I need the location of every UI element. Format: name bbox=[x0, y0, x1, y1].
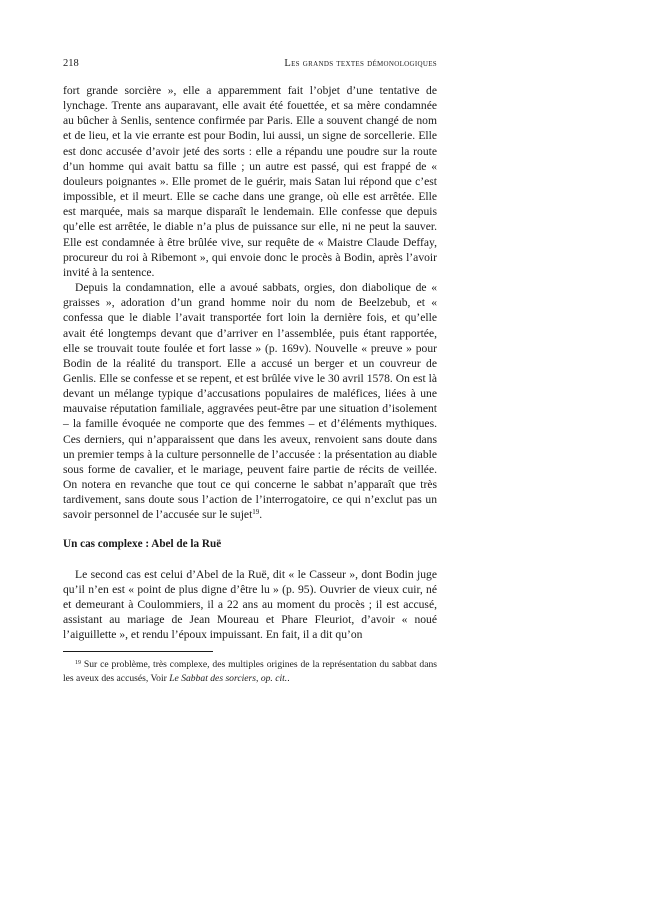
paragraph-1: fort grande sorcière », elle a apparemment fait l’objet d’une tentative de lynchage. Trente ans auparavant, elle avait été fouettée, et sa mère condamnée au bûcher à Senlis, sentence confirmée par Paris. Elle a souvent changé de nom et de lieu, et la vie errante est pour Bodin, lui aussi, un signe de sorcellerie. Elle est donc accusée d’avoir jeté des sorts : elle a répandu une poudre sur la route d’un homme qui avait battu sa fille ; un autre est passé, qui est frappé de « douleurs poignantes ». Elle promet de le guérir, mais Satan lui répond que c’est impossible, et il meurt. Elle se cache dans une grange, où elle est arrêtée. Elle est marquée, mais sa marque disparaît le lendemain. Elle confesse que depuis qu’elle est arrêtée, le diable n’a plus de puissance sur elle, ni ne peut la sauver. Elle est condamnée à être brûlée vive, sur requête de « Maistre Claude Deffay, procureur du roi à Ribemont », qui envoie donc le procès à Bodin, après l’avoir invité à la sentence. bbox=[63, 84, 437, 279]
footnote-ref-abbrev: op. cit. bbox=[260, 672, 288, 684]
running-title: Les grands textes démonologiques bbox=[284, 58, 437, 69]
paragraph-3: Le second cas est celui d’Abel de la Ruë, dit « le Casseur », dont Bodin juge qu’il n’en est « point de plus digne d’être lu » (p. 95). Ouvrier de vieux cuir, né et demeurant à Coulommiers, il a 22 ans au moment du procès ; il est accusé, assistant au mariage de Jean Moureau et Phare Fleuriot, d’avoir « noué l’aiguillette », et rendu l’époux impuissant. En fait, il a dit qu’on bbox=[63, 567, 437, 642]
body-text bbox=[63, 83, 437, 642]
footnote-text-1: Sur ce problème, très complexe, des multiples origines de la représentation du sabbat dans les aveux des accusés, Voir bbox=[63, 659, 437, 684]
footnote bbox=[63, 658, 437, 685]
running-head bbox=[63, 58, 437, 72]
section-heading: Un cas complexe : Abel de la Ruë bbox=[63, 537, 222, 550]
footnote-divider bbox=[63, 651, 213, 652]
paragraph-2: Depuis la condamnation, elle a avoué sabbats, orgies, don diabolique de « graisses », adoration d’un grand homme noir du nom de Beelzebub, et « confessa que le diable l’avait transportée fort loin la dernière fois, et qu’elle avait été longtemps devant que d’arriver en l’assemblée, puis étant rapportée, elle se trouvait toute foulée et fort lasse » (p. 169v). Nouvelle « preuve » pour Bodin de la réalité du transport. Elle a accusé un berger et un couvreur de Genlis. Elle se confesse et se repent, et est brûlée vive le 30 avril 1578. On est là devant un mélange typique d’accusations populaires de maléfices, liées à une mauvaise réputation familiale, aggravées peut-être par une situation d’isolement – la famille évoquée ne comporte que des femmes – et d’éléments mythiques. Ces derniers, qui n’apparaissent que dans les aveux, renvoient sans doute dans un premier temps à la culture personnelle de l’accusée : la présentation au diable sous forme de cavalier, et le mariage, peuvent faire partie de récits de veillée. On notera en revanche que tout ce qui concerne le sabbat n’apparaît que très tardivement, sans doute sous l’action de l’interrogatoire, ce qui n’exclut pas un savoir personnel de l’accusée sur le sujet$^{19}$. bbox=[63, 281, 437, 522]
page-number: 218 bbox=[63, 58, 79, 69]
footnote-number: 19 bbox=[75, 660, 81, 666]
footnote-title: Le Sabbat des sorciers bbox=[169, 672, 257, 684]
footnote-text-3: . bbox=[287, 672, 290, 684]
footnote-text-2: , bbox=[256, 672, 261, 684]
paragraph-2-text: Depuis la condamnation, elle a avoué sabbats, orgies, don diabolique de « graisses », adoration d’un grand homme noir du nom de Beelzebub, et « confessa que le diable l’avait transportée fort loin la dernière fois, et qu’elle avait été longtemps devant que d’arriver en l’assemblée, puis étant rapportée, elle se trouvait toute foulée et fort lasse » (p. 169v). Nouvelle « preuve » pour Bodin de la réalité du transport. Elle a accusé un berger et un couvreur de Genlis. Elle se confesse et se repent, et est brûlée vive le 30 avril 1578. On est là devant un mélange typique d’accusations populaires de maléfices, liées à une mauvaise réputation familiale, aggravées peut-être par une situation d’isolement – la famille évoquée ne comporte que des femmes – et d’éléments mythiques. Ces derniers, qui n’apparaissent que dans les aveux, renvoient sans doute dans un premier temps à la culture personnelle de l’accusée : la présentation au diable sous forme de cavalier, et le mariage, peuvent faire partie de récits de veillée. On notera en revanche que tout ce qui concerne le sabbat n’apparaît que très tardivement, sans doute sous l’action de l’interrogatoire, ce qui n’exclut pas un savoir personnel de l’accusée sur le sujet bbox=[63, 281, 437, 522]
footnote-ref: 19 bbox=[252, 508, 260, 517]
